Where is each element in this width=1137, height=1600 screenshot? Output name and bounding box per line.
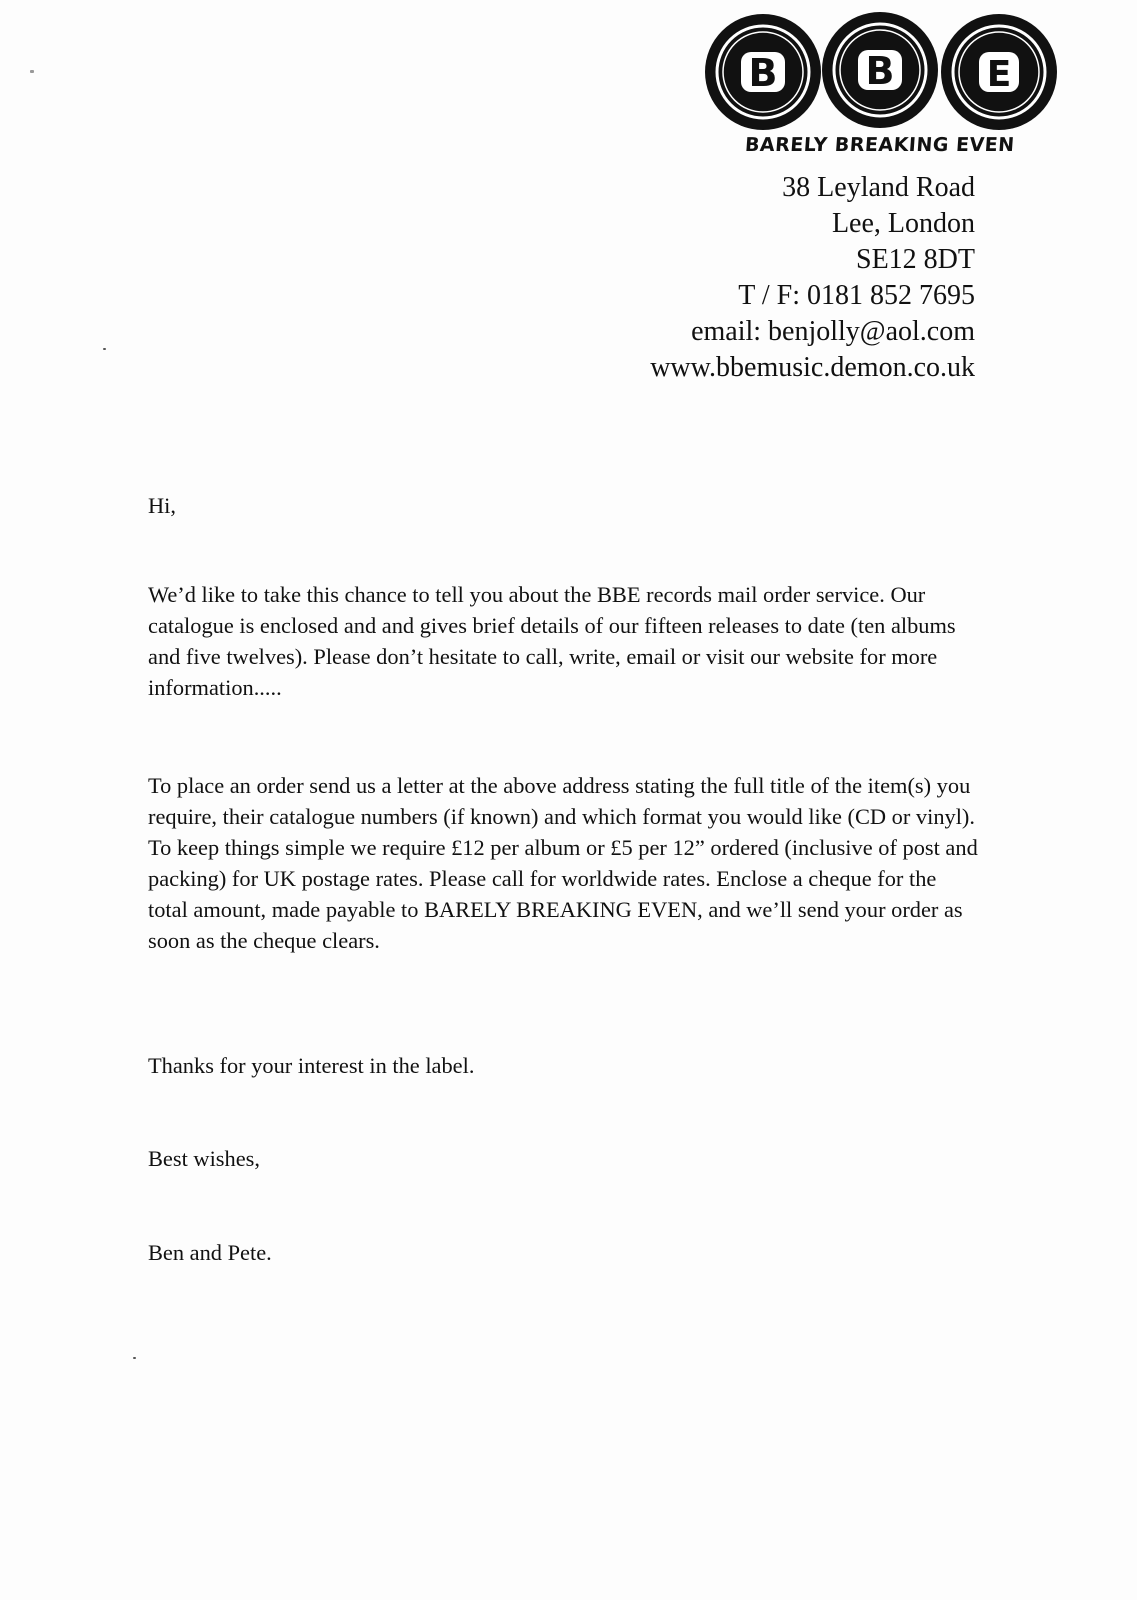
- address-email: email: benjolly@aol.com: [691, 316, 975, 347]
- logo-letter-1: B: [748, 51, 778, 95]
- address-postcode: SE12 8DT: [856, 244, 975, 275]
- bbe-logo: [705, 8, 1060, 148]
- letter-closing: Best wishes,: [148, 1146, 260, 1171]
- address-block: [650, 170, 975, 386]
- address-city: Lee, London: [831, 208, 975, 239]
- letter-signature: Ben and Pete.: [148, 1240, 272, 1265]
- letter-thanks: Thanks for your interest in the label.: [148, 1053, 475, 1078]
- logo-disc-1: [705, 14, 821, 130]
- address-phone: T / F: 0181 852 7695: [738, 280, 975, 311]
- logo-letter-2: B: [865, 49, 895, 93]
- letter-paragraph-ordering: To place an order send us a letter at the above address stating the full title of the item(s) you require, their catalogue numbers (if known) and which format you would like (CD or vinyl). To keep things simple we require £12 per album or £5 per 12” ordered (inclusive of post and packing) for UK postage rates. Please call for worldwide rates. Enclose a cheque for the total amount, made payable to BARELY BREAKING EVEN, and we’ll send your order as soon as the cheque clears.: [148, 773, 978, 953]
- logo-disc-3: [941, 14, 1057, 130]
- scan-speck: [30, 70, 34, 73]
- logo-letter-3: E: [986, 54, 1012, 95]
- logo-disc-2: [822, 12, 938, 128]
- scan-speck: [103, 348, 106, 350]
- scan-speck: [133, 1357, 136, 1359]
- letter-paragraph-intro: We’d like to take this chance to tell you about the BBE records mail order service. Our catalogue is enclosed and and gives brief details of our fifteen releases to date (ten albums and five twelves). Please don’t hesitate to call, write, email or visit our website for more information.....: [148, 582, 956, 700]
- address-street: 38 Leyland Road: [782, 172, 975, 203]
- letter-greeting: Hi,: [148, 493, 176, 518]
- address-website: www.bbemusic.demon.co.uk: [650, 352, 975, 383]
- logo-tagline: BARELY BREAKING EVEN: [744, 134, 1016, 156]
